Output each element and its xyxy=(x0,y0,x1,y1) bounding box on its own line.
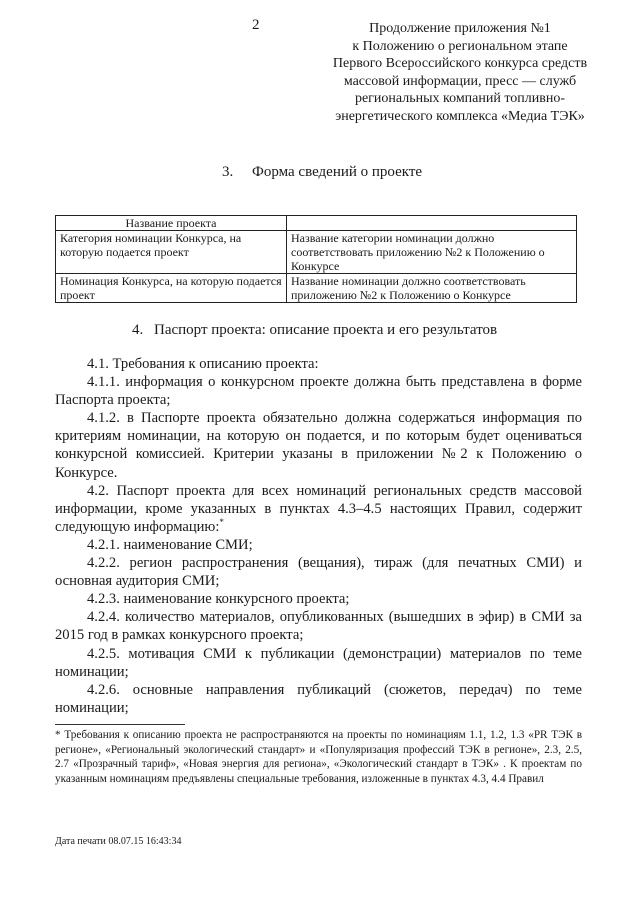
table-cell: Номинация Конкурса, на которую подается проект xyxy=(56,274,287,303)
print-date: Дата печати 08.07.15 16:43:34 xyxy=(55,836,182,847)
paragraph: 4.1. Требования к описанию проекта: xyxy=(87,356,319,372)
paragraph-text: 4.2. Паспорт проекта для всех номинаций региональных средств массовой информации, кроме указанных в пунктах 4.3–4.5 настоящих Правил, содержит следующую информацию: xyxy=(55,482,582,535)
footnote: * Требования к описанию проекта не распространяются на проекты по номинациям 1.1, 1.2, 1.3 «PR ТЭК в регионе», «Региональный экологический стандарт» и «Популяризация профессий ТЭК в регионе», 2.3, 2.5, 2.7 «Прозрачный тариф», «Новая энергия для региона», «Экологический стандарт в ТЭК» . К проектам по указанным номинациям предъявлены специальные требования, изложенные в пунктах 4.3, 4.4 Правил xyxy=(55,729,582,785)
section-number: 4. xyxy=(132,322,144,338)
table-cell: Название категории номинации должно соответствовать приложению №2 к Положению о Конкурсе xyxy=(287,231,577,274)
paragraph: 4.2.5. мотивация СМИ к публикации (демонстрации) материалов по теме номинации; xyxy=(55,645,582,680)
footnote-marker: * xyxy=(219,516,224,527)
table-cell: Название проекта xyxy=(56,216,287,231)
paragraph: 4.2.3. наименование конкурсного проекта; xyxy=(87,591,350,608)
paragraph: 4.1.1. информация о конкурсном проекте должна быть представлена в форме Паспорта проекта; xyxy=(55,374,582,409)
header-line: Первого Всероссийского конкурса средств xyxy=(332,56,588,71)
section-title: Паспорт проекта: описание проекта и его результатов xyxy=(154,322,498,338)
section-4-heading xyxy=(132,322,497,339)
paragraph: 4.2.6. основные направления публикаций (сюжетов, передач) по теме номинации; xyxy=(55,681,582,716)
table-row xyxy=(56,274,577,303)
header-line: региональных компаний топливно- xyxy=(354,91,566,106)
project-info-table xyxy=(55,215,577,303)
table-cell: Категория номинации Конкурса, на которую подается проект xyxy=(56,231,287,274)
table-cell: Название номинации должно соответствовать приложению №2 к Положению о Конкурсе xyxy=(287,274,577,303)
header-line: массовой информации, пресс — служб xyxy=(343,73,577,89)
table-row xyxy=(56,216,577,231)
page-number: 2 xyxy=(252,17,260,33)
header-line: энергетического комплекса «Медиа ТЭК» xyxy=(335,108,585,124)
footnote-divider xyxy=(55,724,185,725)
body-text xyxy=(55,355,582,717)
paragraph: 4.2.1. наименование СМИ; xyxy=(87,536,253,553)
section-3-heading xyxy=(222,164,422,181)
header-line: Продолжение приложения №1 xyxy=(369,21,551,36)
section-number: 3. xyxy=(222,164,234,180)
header-line: к Положению о региональном этапе xyxy=(352,38,568,54)
appendix-header xyxy=(300,20,620,125)
section-title: Форма сведений о проекте xyxy=(252,164,423,180)
paragraph xyxy=(55,482,582,536)
paragraph: 4.2.2. регион распространения (вещания), тираж (для печатных СМИ) и основная аудитория СМИ; xyxy=(55,555,582,590)
paragraph: 4.1.2. в Паспорте проекта обязательно должна содержаться информация по критериям номинации, на которую он подается, и по которым будет оцениваться конкурсной комиссией. Критерии указаны в приложении №2 к Положению о Конкурсе. xyxy=(55,410,582,481)
table-cell xyxy=(287,216,577,231)
paragraph: 4.2.4. количество материалов, опубликованных (вышедших в эфир) в СМИ за 2015 год в рамках конкурсного проекта; xyxy=(55,609,582,644)
table-row xyxy=(56,231,577,274)
